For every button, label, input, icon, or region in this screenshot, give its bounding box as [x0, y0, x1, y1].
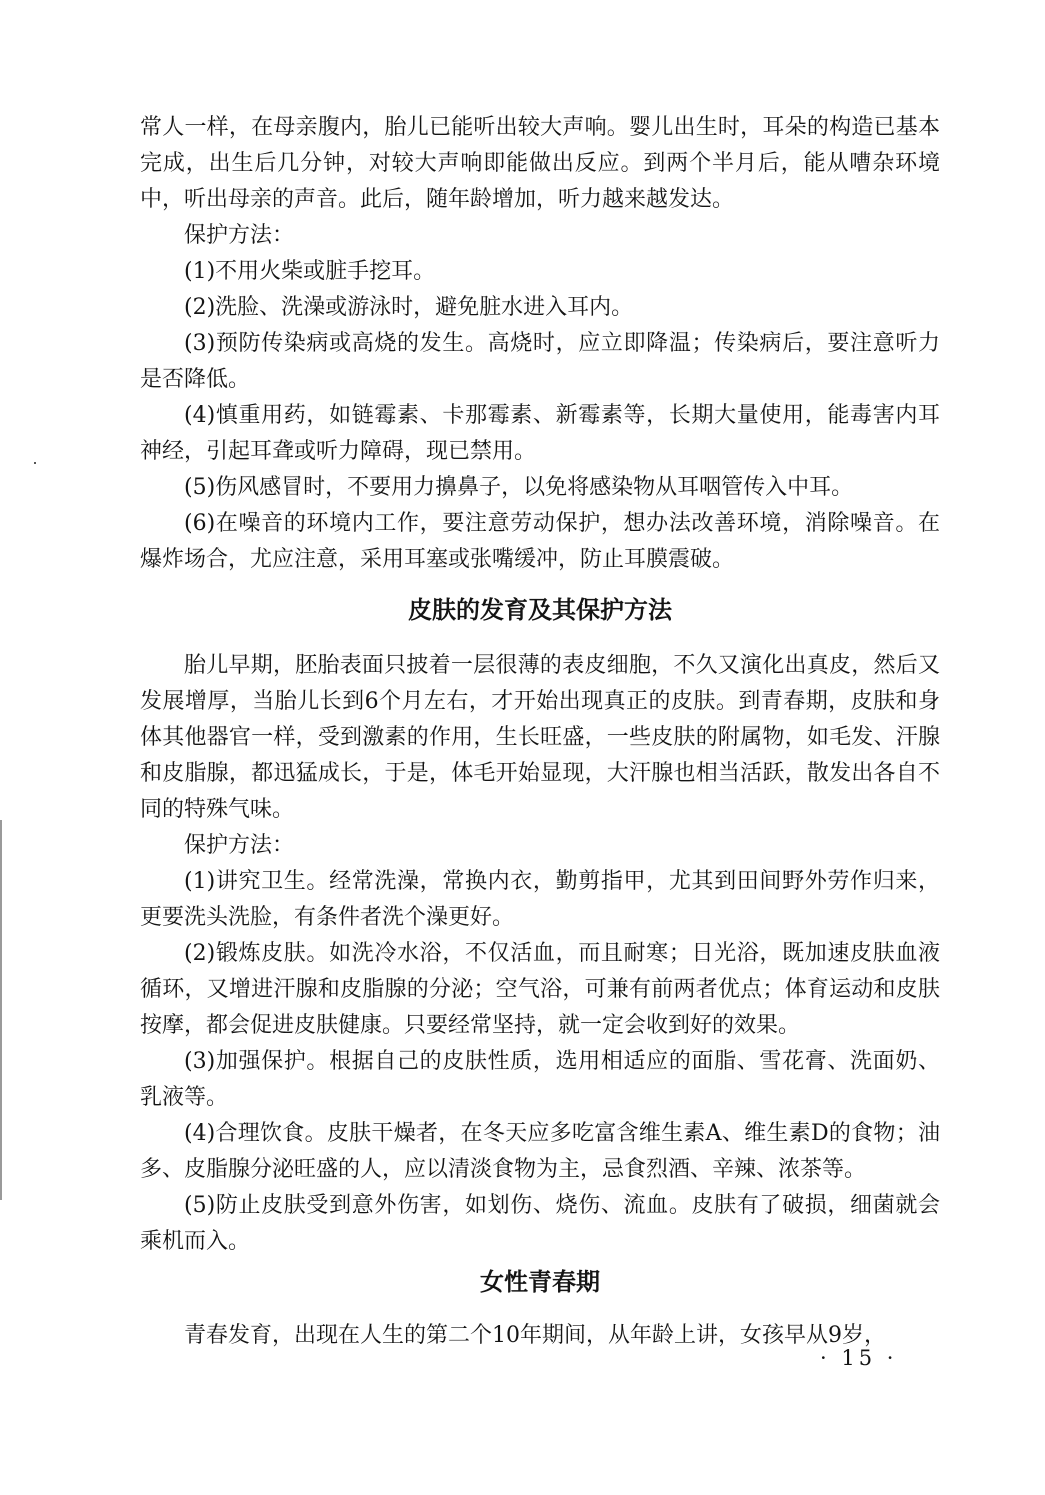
list-item: (5)防止皮肤受到意外伤害，如划伤、烧伤、流血。皮肤有了破损，细菌就会乘机而入。 — [140, 1193, 940, 1254]
list-item: (1)讲究卫生。经常洗澡，常换内衣，勤剪指甲，尤其到田间野外劳作归来，更要洗头洗脸，有条件者洗个澡更好。 — [140, 869, 940, 930]
paragraph-ear-development: 常人一样，在母亲腹内，胎儿已能听出较大声响。婴儿出生时，耳朵的构造已基本完成，出生后几分钟，对较大声响即能做出反应。到两个半月后，能从嘈杂环境中，听出母亲的声音。此后，随年龄增加，听力越来越发达。 — [140, 115, 940, 212]
list-item: (4)合理饮食。皮肤干燥者，在冬天应多吃富含维生素A、维生素D的食物；油多、皮脂腺分泌旺盛的人，应以清淡食物为主，忌食烈酒、辛辣、浓茶等。 — [140, 1121, 940, 1182]
section-skin-care — [140, 648, 940, 1260]
list-item: (3)预防传染病或高烧的发生。高烧时，应立即降温；传染病后，要注意听力是否降低。 — [140, 331, 940, 392]
scan-edge-line — [0, 820, 2, 1200]
section-ear-care — [140, 110, 940, 578]
list-item: (2)锻炼皮肤。如洗冷水浴，不仅活血，而且耐寒；日光浴，既加速皮肤血液循环，又增进汗腺和皮脂腺的分泌；空气浴，可兼有前两者优点；体育运动和皮肤按摩，都会促进皮肤健康。只要经常坚持，就一定会收到好的效果。 — [140, 941, 940, 1038]
paragraph-puberty-intro: 青春发育，出现在人生的第二个10年期间，从年龄上讲，女孩早从9岁， — [184, 1323, 886, 1348]
list-item: (2)洗脸、洗澡或游泳时，避免脏水进入耳内。 — [184, 295, 634, 320]
list-item: (6)在噪音的环境内工作，要注意劳动保护，想办法改善环境，消除噪音。在爆炸场合，尤应注意，采用耳塞或张嘴缓冲，防止耳膜震破。 — [140, 511, 940, 572]
page-number: · 15 · — [820, 1346, 898, 1370]
scan-speck — [34, 462, 36, 464]
paragraph-protection-label: 保护方法： — [184, 223, 295, 248]
paragraph-skin-development: 胎儿早期，胚胎表面只披着一层很薄的表皮细胞，不久又演化出真皮，然后又发展增厚，当胎儿长到6个月左右，才开始出现真正的皮肤。到青春期，皮肤和身体其他器官一样，受到激素的作用，生长旺盛，一些皮肤的附属物，如毛发、汗腺和皮脂腺，都迅猛成长，于是，体毛开始显现，大汗腺也相当活跃，散发出各自不同的特殊气味。 — [140, 653, 940, 822]
list-item: (4)慎重用药，如链霉素、卡那霉素、新霉素等，长期大量使用，能毒害内耳神经，引起耳聋或听力障碍，现已禁用。 — [140, 403, 940, 464]
list-item: (3)加强保护。根据自己的皮肤性质，选用相适应的面脂、雪花膏、洗面奶、乳液等。 — [140, 1049, 940, 1110]
list-item: (1)不用火柴或脏手挖耳。 — [184, 259, 436, 284]
list-item: (5)伤风感冒时，不要用力擤鼻子，以免将感染物从耳咽管传入中耳。 — [184, 475, 854, 500]
paragraph-protection-label: 保护方法： — [184, 833, 295, 858]
section-heading-skin: 皮肤的发育及其保护方法 — [408, 596, 672, 624]
section-heading-puberty: 女性青春期 — [480, 1268, 600, 1296]
